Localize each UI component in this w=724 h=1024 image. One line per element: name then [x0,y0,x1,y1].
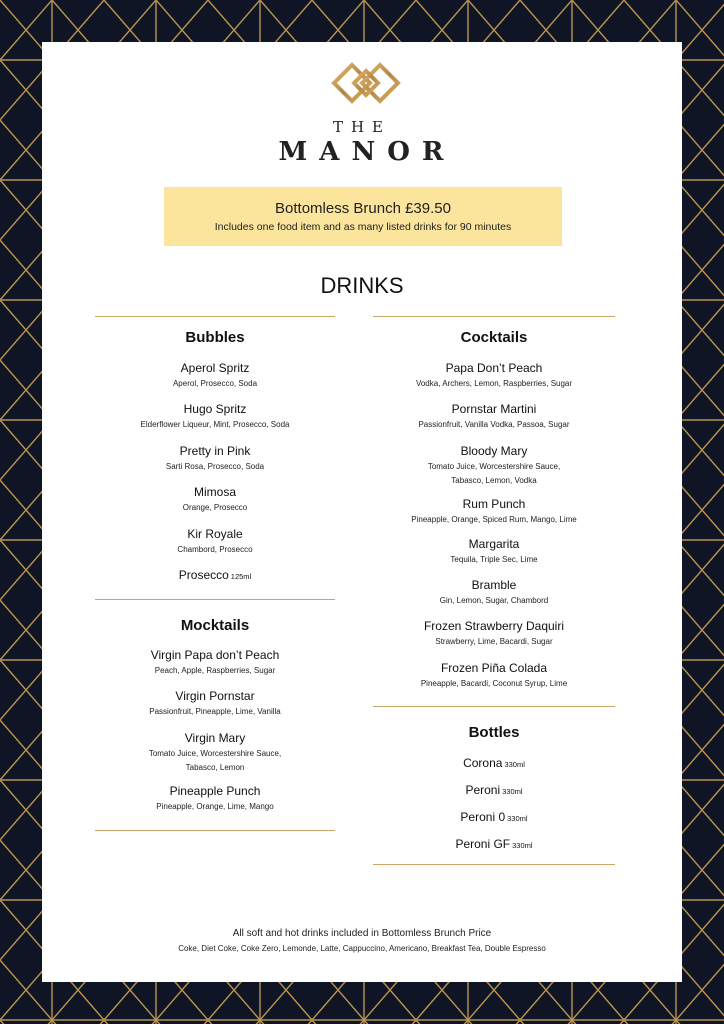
item-desc: Vodka, Archers, Lemon, Raspberries, Sugar [415,379,573,388]
item-name: Peroni GF [455,837,511,851]
item-desc: Strawberry, Lime, Bacardi, Sugar [435,637,553,646]
item-name: Rum Punch [462,497,526,511]
item-desc: Orange, Prosecco [182,503,248,512]
mocktails-section [94,42,336,982]
bottles-section [373,42,615,982]
item-name: Pineapple Punch [169,784,261,798]
item-name: Papa Don’t Peach [445,361,543,375]
list-item [94,647,336,678]
section-title: Cocktails [460,329,528,346]
item-name: Peroni 0 [460,810,506,824]
item-desc: Chambord, Prosecco [177,545,253,554]
divider [95,830,335,831]
item-desc: Passionfruit, Pineapple, Lime, Vanilla [149,707,281,716]
list-item [373,836,615,854]
list-item [373,782,615,800]
item-desc: Aperol, Prosecco, Soda [172,379,258,388]
item-name: Aperol Spritz [180,361,250,375]
list-item [373,809,615,827]
list-item [94,688,336,719]
item-name: Corona [463,756,503,770]
item-name: Prosecco [178,568,229,582]
drinks-heading: DRINKS [320,273,404,298]
item-name: Pornstar Martini [451,402,537,416]
footer-subtitle: Coke, Diet Coke, Coke Zero, Lemonde, Latte, Cappuccino, Americano, Breakfast Tea, Double Espresso [178,944,546,953]
item-name: Virgin Pornstar [175,689,255,703]
item-name: Bramble [471,578,517,592]
divider [373,864,615,865]
item-name: Mimosa [193,485,236,499]
item-desc: Pineapple, Orange, Lime, Mango [156,802,274,811]
item-desc: Pineapple, Orange, Spiced Rum, Mango, Lime [411,515,577,524]
item-desc: Tequila, Triple Sec, Lime [450,555,538,564]
list-item [94,730,336,775]
item-name: Virgin Papa don’t Peach [150,648,280,662]
section-title: Mocktails [180,617,250,634]
item-name: Virgin Mary [184,731,246,745]
footer [42,928,682,953]
item-name: Peroni [465,783,501,797]
promo-subtitle: Includes one food item and as many listed drinks for 90 minutes [214,221,512,233]
item-name: Bloody Mary [460,444,528,458]
list-item [94,783,336,814]
item-name: Frozen Strawberry Daquiri [423,619,565,633]
footer-title: All soft and hot drinks included in Bottomless Brunch Price [232,928,492,939]
item-size: 330ml [504,760,525,769]
item-desc: Tomato Juice, Worcestershire Sauce, [427,462,561,471]
item-desc: Tabasco, Lemon [185,763,245,772]
item-name: Kir Royale [187,527,243,541]
item-name: Hugo Spritz [183,402,247,416]
menu-page [42,42,682,982]
item-name: Pretty in Pink [179,444,251,458]
item-desc: Passionfruit, Vanilla Vodka, Passoa, Sugar [418,420,570,429]
item-size: 330ml [502,787,523,796]
item-size: 330ml [507,814,528,823]
item-desc: Tabasco, Lemon, Vodka [451,476,537,485]
brand-the: THE [332,118,392,136]
item-desc: Sarti Rosa, Prosecco, Soda [165,462,265,471]
item-desc: Peach, Apple, Raspberries, Sugar [154,666,276,675]
item-desc: Elderflower Liqueur, Mint, Prosecco, Soda [140,420,290,429]
item-name: Margarita [468,537,520,551]
section-title: Bubbles [185,329,245,346]
brand-name: MANOR [278,137,456,167]
item-desc: Pineapple, Bacardi, Coconut Syrup, Lime [420,679,568,688]
promo-title: Bottomless Brunch £39.50 [275,200,451,217]
list-item [373,755,615,773]
item-name: Frozen Piña Colada [440,661,548,675]
section-title: Bottles [468,724,520,741]
item-desc: Tomato Juice, Worcestershire Sauce, [148,749,282,758]
item-size: 330ml [512,841,533,850]
item-size: 125ml [230,572,252,581]
item-desc: Gin, Lemon, Sugar, Chambord [439,596,549,605]
